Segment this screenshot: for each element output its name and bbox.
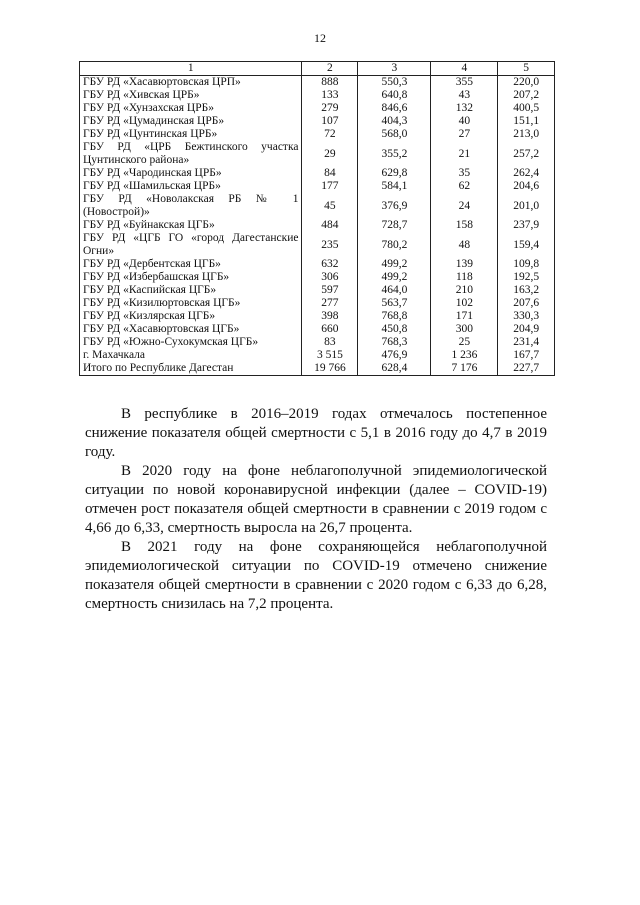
rate-cell: 163,2 [498, 284, 555, 297]
page-number: 12 [314, 31, 326, 45]
rate-cell: 237,9 [498, 219, 555, 232]
table-header-row [80, 62, 555, 76]
rate-2020-cell: 628,4 [358, 362, 431, 376]
rate-2020-cell: 563,7 [358, 297, 431, 310]
count-2020-cell: 29 [302, 141, 358, 167]
count-2020-cell: 398 [302, 310, 358, 323]
count-2020-cell: 3 515 [302, 349, 358, 362]
table-row [80, 362, 555, 376]
count-2020-cell: 484 [302, 219, 358, 232]
rate-cell: 231,4 [498, 336, 555, 349]
rate-2020-cell: 846,6 [358, 102, 431, 115]
paragraph: В 2020 году на фоне неблагополучной эпидемиологической ситуации по новой коронавирусной инфекции (далее – COVID-19) отмечен рост показателя общей смертности в сравнении с 2019 годом с 4,66 до 6,33, смертность выросла на 26,7 процента. [85, 463, 547, 536]
rate-cell: 159,4 [498, 232, 555, 258]
count-cell: 27 [431, 128, 498, 141]
count-2020-cell: 133 [302, 89, 358, 102]
count-cell: 25 [431, 336, 498, 349]
rate-cell: 257,2 [498, 141, 555, 167]
rate-cell: 213,0 [498, 128, 555, 141]
institution-cell: ГБУ РД «Южно-Сухокумская ЦГБ» [80, 336, 302, 349]
rate-cell: 167,7 [498, 349, 555, 362]
table-row [80, 258, 555, 271]
count-2020-cell: 306 [302, 271, 358, 284]
column-header: 1 [80, 62, 302, 76]
institution-cell: ГБУ РД «Чародинская ЦРБ» [80, 167, 302, 180]
table-row [80, 284, 555, 297]
count-cell: 7 176 [431, 362, 498, 376]
body-text [85, 405, 547, 614]
table-row [80, 232, 555, 258]
table-row [80, 349, 555, 362]
count-cell: 35 [431, 167, 498, 180]
rate-cell: 201,0 [498, 193, 555, 219]
institution-cell: ГБУ РД «ЦРБ Бежтинского участка Цунтинского района» [80, 141, 302, 167]
institution-cell: ГБУ РД «ЦГБ ГО «город Дагестанские Огни» [80, 232, 302, 258]
table-row [80, 193, 555, 219]
count-cell: 210 [431, 284, 498, 297]
rate-cell: 262,4 [498, 167, 555, 180]
table-row [80, 115, 555, 128]
table-row [80, 219, 555, 232]
count-2020-cell: 632 [302, 258, 358, 271]
column-header: 3 [358, 62, 431, 76]
count-cell: 24 [431, 193, 498, 219]
count-cell: 62 [431, 180, 498, 193]
institution-cell: ГБУ РД «Новолакская РБ № 1 (Новострой)» [80, 193, 302, 219]
count-2020-cell: 279 [302, 102, 358, 115]
rate-cell: 220,0 [498, 76, 555, 90]
rate-2020-cell: 376,9 [358, 193, 431, 219]
institution-cell: Итого по Республике Дагестан [80, 362, 302, 376]
column-header: 2 [302, 62, 358, 76]
count-cell: 48 [431, 232, 498, 258]
count-2020-cell: 235 [302, 232, 358, 258]
institution-cell: ГБУ РД «Буйнакская ЦГБ» [80, 219, 302, 232]
institution-cell: ГБУ РД «Кизилюртовская ЦГБ» [80, 297, 302, 310]
count-2020-cell: 72 [302, 128, 358, 141]
table-row [80, 310, 555, 323]
count-cell: 43 [431, 89, 498, 102]
institution-cell: ГБУ РД «Избербашская ЦГБ» [80, 271, 302, 284]
table-row [80, 336, 555, 349]
table-body [80, 76, 555, 376]
rate-cell: 204,6 [498, 180, 555, 193]
mortality-table [79, 61, 555, 376]
count-2020-cell: 597 [302, 284, 358, 297]
rate-2020-cell: 476,9 [358, 349, 431, 362]
rate-2020-cell: 780,2 [358, 232, 431, 258]
rate-2020-cell: 355,2 [358, 141, 431, 167]
rate-cell: 330,3 [498, 310, 555, 323]
table-row [80, 102, 555, 115]
count-cell: 355 [431, 76, 498, 90]
institution-cell: ГБУ РД «Кизлярская ЦГБ» [80, 310, 302, 323]
rate-2020-cell: 728,7 [358, 219, 431, 232]
rate-2020-cell: 629,8 [358, 167, 431, 180]
rate-2020-cell: 768,3 [358, 336, 431, 349]
rate-cell: 400,5 [498, 102, 555, 115]
count-2020-cell: 83 [302, 336, 358, 349]
table-row [80, 297, 555, 310]
count-2020-cell: 888 [302, 76, 358, 90]
rate-cell: 204,9 [498, 323, 555, 336]
institution-cell: ГБУ РД «Хасавюртовская ЦГБ» [80, 323, 302, 336]
institution-cell: г. Махачкала [80, 349, 302, 362]
table-row [80, 180, 555, 193]
count-cell: 21 [431, 141, 498, 167]
institution-cell: ГБУ РД «Дербентская ЦГБ» [80, 258, 302, 271]
institution-cell: ГБУ РД «Хасавюртовская ЦРП» [80, 76, 302, 90]
rate-cell: 151,1 [498, 115, 555, 128]
table-row [80, 89, 555, 102]
institution-cell: ГБУ РД «Хивская ЦРБ» [80, 89, 302, 102]
paragraph: В республике в 2016–2019 годах отмечалось постепенное снижение показателя общей смертности с 5,1 в 2016 году до 4,7 в 2019 году. [85, 406, 547, 460]
rate-2020-cell: 404,3 [358, 115, 431, 128]
rate-cell: 207,2 [498, 89, 555, 102]
rate-2020-cell: 768,8 [358, 310, 431, 323]
rate-2020-cell: 499,2 [358, 271, 431, 284]
rate-2020-cell: 499,2 [358, 258, 431, 271]
count-cell: 102 [431, 297, 498, 310]
count-cell: 132 [431, 102, 498, 115]
rate-2020-cell: 464,0 [358, 284, 431, 297]
count-cell: 171 [431, 310, 498, 323]
count-2020-cell: 45 [302, 193, 358, 219]
count-2020-cell: 277 [302, 297, 358, 310]
paragraph: В 2021 году на фоне сохраняющейся неблагополучной эпидемиологической ситуации по COVID-19 отмечено снижение показателя общей смертности в сравнении с 2020 годом с 6,33 до 6,28, смертность снизилась на 7,2 процента. [85, 539, 547, 612]
table-row [80, 76, 555, 90]
count-cell: 158 [431, 219, 498, 232]
count-cell: 118 [431, 271, 498, 284]
count-cell: 1 236 [431, 349, 498, 362]
institution-cell: ГБУ РД «Цумадинская ЦРБ» [80, 115, 302, 128]
count-2020-cell: 19 766 [302, 362, 358, 376]
rate-cell: 227,7 [498, 362, 555, 376]
table-row [80, 141, 555, 167]
count-cell: 139 [431, 258, 498, 271]
count-2020-cell: 107 [302, 115, 358, 128]
count-2020-cell: 660 [302, 323, 358, 336]
institution-cell: ГБУ РД «Хунзахская ЦРБ» [80, 102, 302, 115]
count-cell: 300 [431, 323, 498, 336]
rate-2020-cell: 568,0 [358, 128, 431, 141]
rate-2020-cell: 640,8 [358, 89, 431, 102]
count-cell: 40 [431, 115, 498, 128]
institution-cell: ГБУ РД «Каспийская ЦГБ» [80, 284, 302, 297]
institution-cell: ГБУ РД «Цунтинская ЦРБ» [80, 128, 302, 141]
rate-cell: 109,8 [498, 258, 555, 271]
column-header: 4 [431, 62, 498, 76]
rate-2020-cell: 450,8 [358, 323, 431, 336]
count-2020-cell: 84 [302, 167, 358, 180]
rate-2020-cell: 584,1 [358, 180, 431, 193]
table-row [80, 271, 555, 284]
column-header: 5 [498, 62, 555, 76]
table-row [80, 128, 555, 141]
rate-cell: 192,5 [498, 271, 555, 284]
table-row [80, 167, 555, 180]
institution-cell: ГБУ РД «Шамильская ЦРБ» [80, 180, 302, 193]
count-2020-cell: 177 [302, 180, 358, 193]
rate-cell: 207,6 [498, 297, 555, 310]
table-row [80, 323, 555, 336]
rate-2020-cell: 550,3 [358, 76, 431, 90]
